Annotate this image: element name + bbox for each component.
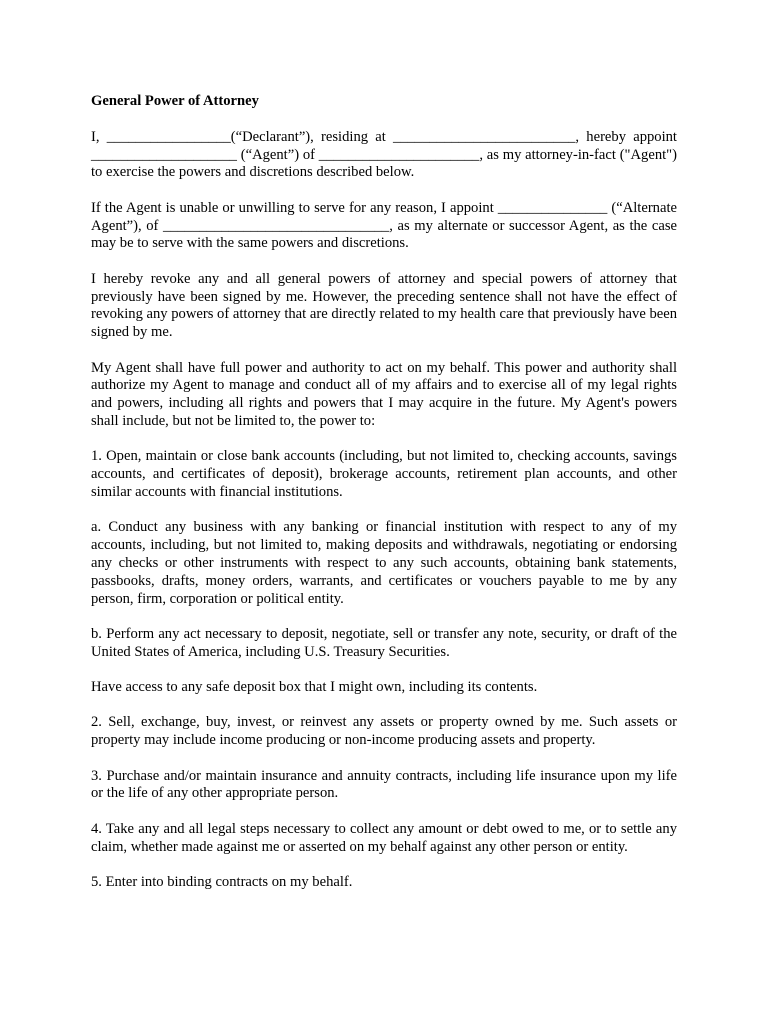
power-1b-securities: b. Perform any act necessary to deposit, negotiate, sell or transfer any note, security, or draft of the United States of America, including U.S. Treasury Securities. [91,625,677,660]
declarant-paragraph: I, _________________(“Declarant”), residing at _________________________, hereby appoint ____________________ (“Agent”) of ______________________, as my attorney-in-fact ("Agent") to exercise the powers and discretions described below. [91,128,677,181]
document-title: General Power of Attorney [91,93,259,109]
power-2-assets: 2. Sell, exchange, buy, invest, or reinvest any assets or property owned by me. Such assets or property may include income producing or non-income producing assets and property. [91,714,677,749]
power-5-contracts: 5. Enter into binding contracts on my behalf. [91,874,353,891]
document-page [91,93,677,909]
power-1a-banking-business: a. Conduct any business with any banking or financial institution with respect to any of my accounts, including, but not limited to, making deposits and withdrawals, negotiating or endorsing any checks or other instruments with respect to any such accounts, obtaining bank statements, passbooks, drafts, money orders, warrants, and certificates or vouchers payable to me by any person, firm, corporation or political entity. [91,519,677,607]
power-1-bank-accounts: 1. Open, maintain or close bank accounts (including, but not limited to, checking accounts, savings accounts, and certificates of deposit), brokerage accounts, retirement plan accounts, and other similar accounts with financial institutions. [91,448,677,500]
power-3-insurance: 3. Purchase and/or maintain insurance and annuity contracts, including life insurance upon my life or the life of any other appropriate person. [91,767,677,802]
safe-deposit-paragraph: Have access to any safe deposit box that I might own, including its contents. [91,679,538,696]
authority-paragraph: My Agent shall have full power and authority to act on my behalf. This power and authority shall authorize my Agent to manage and conduct all of my affairs and to exercise all of my legal rights and powers, including all rights and powers that I may acquire in the future. My Agent's powers shall include, but not be limited to, the power to: [91,359,677,429]
power-4-legal-steps: 4. Take any and all legal steps necessary to collect any amount or debt owed to me, or to settle any claim, whether made against me or asserted on my behalf against any other person or entity. [91,820,677,855]
revocation-paragraph: I hereby revoke any and all general powers of attorney and special powers of attorney that previously have been signed by me. However, the preceding sentence shall not have the effect of revoking any powers of attorney that are directly related to my health care that previously have been signed by me. [91,270,677,341]
alternate-agent-paragraph: If the Agent is unable or unwilling to serve for any reason, I appoint _______________ (“Alternate Agent”), of _______________________________, as my alternate or successor Agent, as the case may be to serve with the same powers and discretions. [91,199,677,252]
